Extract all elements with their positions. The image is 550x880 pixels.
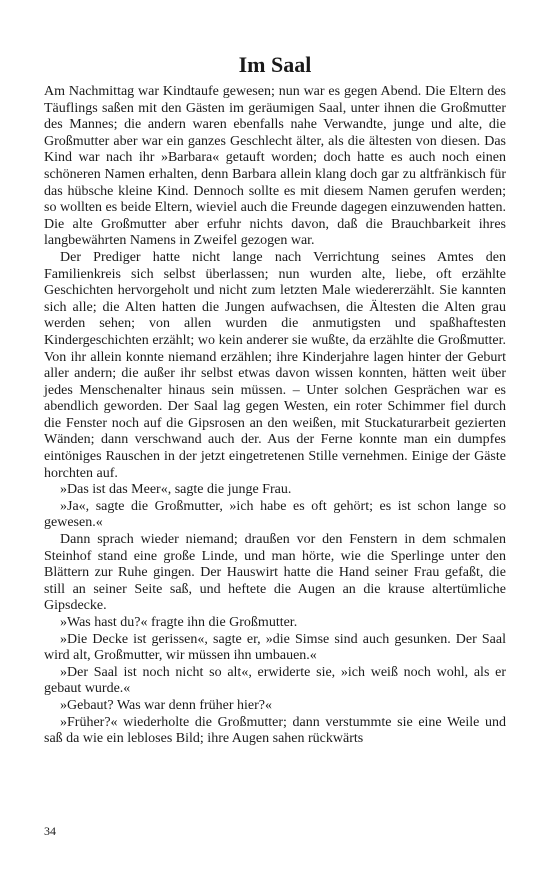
paragraph: »Das ist das Meer«, sagte die junge Frau.: [60, 482, 292, 498]
body-text: [44, 84, 506, 748]
paragraph: Der Prediger hatte nicht lange nach Verrichtung seines Amtes den Familienkreis sich selbst überlassen; nun wurden alte, liebe, oft erzählte Geschichten hervorgeholt und nicht zum letzten Male wiedererzählt. Sie kannten sich alle; die Alten hatten die Jungen aufwachsen, die Ältesten die Alten grau werden sehen; von allen wurden die anmutigsten und spaßhaftesten Kindergeschichten erzählt; wo kein anderer sie wußte, da erzählte die Großmutter. Von ihr allein konnte niemand erzählen; ihre Kinderjahre lagen hinter der Geburt aller andern; die außer ihr selbst etwas davon wissen konnten, hätten weit über jedes Menschenalter hinaus sein müssen. – Unter solchen Gesprächen war es abendlich geworden. Der Saal lag gegen Westen, ein roter Schimmer fiel durch die Fenster noch auf die Gipsrosen an den weißen, mit Stuckaturarbeit gezierten Wänden; dann verschwand auch der. Aus der Ferne konnte man ein dumpfes eintöniges Rauschen in der jetzt eingetretenen Stille vernehmen. Einige der Gäste horchten auf.: [44, 249, 506, 481]
paragraph: Dann sprach wieder niemand; draußen vor den Fenstern in dem schmalen Steinhof stand eine große Linde, und man hörte, wie die Sperlinge unter den Blättern zur Ruhe gingen. Der Hauswirt hatte die Hand seiner Frau gefaßt, die still an seiner Seite saß, und heftete die Augen an die krause altertümliche Gipsdecke.: [44, 532, 506, 614]
page-number: 34: [44, 824, 56, 838]
paragraph: »Gebaut? Was war denn früher hier?«: [60, 697, 273, 713]
paragraph: »Die Decke ist gerissen«, sagte er, »die Simse sind auch gesunken. Der Saal wird alt, Großmutter, wir müssen ihn umbauen.«: [44, 631, 506, 664]
paragraph: »Was hast du?« fragte ihn die Großmutter.: [60, 615, 298, 630]
page-content: [44, 52, 506, 748]
paragraph: »Ja«, sagte die Großmutter, »ich habe es oft gehört; es ist schon lange so gewesen.«: [44, 498, 506, 531]
paragraph: Am Nachmittag war Kindtaufe gewesen; nun war es gegen Abend. Die Eltern des Täuflings saßen mit den Gästen im geräumigen Saal, unter ihnen die Großmutter des Mannes; die andern waren ebenfalls nahe Verwandte, junge und alte, die Großmutter aber war ein ganzes Geschlecht älter, als die ältesten von diesen. Das Kind war nach ihr »Barbara« getauft worden; doch hatte es auch noch einen schöneren Namen erhalten, denn Barbara allein klang doch gar zu altfränkisch für das hübsche kleine Kind. Dennoch sollte es mit diesem Namen gerufen werden; so wollten es beide Eltern, wieviel auch die Freunde dagegen einzuwenden hatten. Die alte Großmutter aber erfuhr nichts davon, daß die Brauchbarkeit ihres langbewährten Namens in Zweifel gezogen war.: [44, 84, 506, 249]
paragraph: »Der Saal ist noch nicht so alt«, erwiderte sie, »ich weiß noch wohl, als er gebaut wurde.«: [44, 664, 506, 697]
chapter-title: Im Saal: [238, 52, 312, 77]
paragraph: »Früher?« wiederholte die Großmutter; dann verstummte sie eine Weile und saß da wie ein lebloses Bild; ihre Augen sahen rückwärts: [44, 714, 506, 747]
